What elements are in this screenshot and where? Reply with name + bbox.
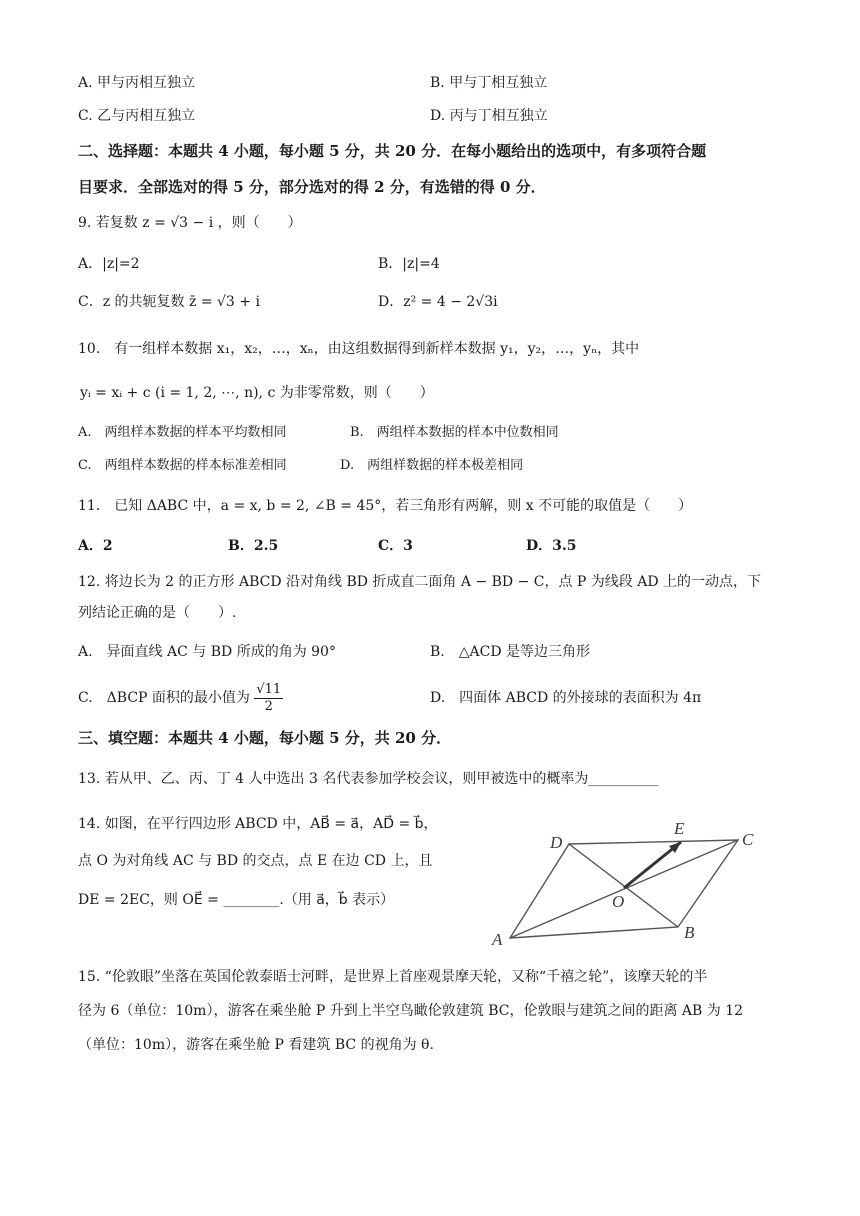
q15-line3: （单位：10m），游客在乘坐舱 P 看建筑 BC 的视角为 θ. bbox=[78, 1037, 434, 1053]
q11-option-c: C．3 bbox=[378, 538, 413, 554]
q10-stem-line2: yᵢ = xᵢ + c (i = 1, 2, ⋯, n), c 为非零常数，则（ ） bbox=[80, 385, 434, 401]
label-b: B bbox=[684, 923, 695, 942]
label-c: C bbox=[742, 830, 754, 849]
q12-option-c-denominator: 2 bbox=[264, 698, 273, 714]
q11-option-b: B．2.5 bbox=[228, 538, 279, 554]
q8-option-a: A. 甲与丙相互独立 bbox=[78, 75, 196, 91]
section3-heading: 三、填空题：本题共 4 小题，每小题 5 分，共 20 分． bbox=[78, 729, 452, 747]
label-a: A bbox=[492, 930, 503, 949]
label-o: O bbox=[612, 892, 625, 911]
q9-stem: 9. 若复数 z = √3 − i ，则（ ） bbox=[78, 215, 302, 231]
q8-option-b: B. 甲与丁相互独立 bbox=[430, 75, 548, 91]
q9-option-b: B．|z|=4 bbox=[378, 256, 440, 272]
q10-stem-line1: 10. 有一组样本数据 x₁，x₂，…，xₙ，由这组数据得到新样本数据 y₁，y₂，…，yₙ，其中 bbox=[78, 341, 640, 357]
q12-stem-line2: 列结论正确的是（ ）. bbox=[78, 605, 237, 621]
q12-option-c-fraction bbox=[254, 682, 283, 715]
q10-option-c: C. 两组样本数据的样本标准差相同 bbox=[78, 458, 287, 473]
q11-option-d: D．3.5 bbox=[526, 538, 577, 554]
q12-option-c bbox=[78, 680, 283, 716]
parallelogram-figure bbox=[480, 810, 780, 950]
q14-line2: 点 O 为对角线 AC 与 BD 的交点，点 E 在边 CD 上，且 bbox=[78, 853, 433, 869]
q10-option-d: D. 两组样数据的样本极差相同 bbox=[340, 458, 524, 473]
q11-option-a: A．2 bbox=[78, 538, 113, 554]
q9-option-a: A．|z|=2 bbox=[78, 256, 140, 272]
q10-option-a: A. 两组样本数据的样本平均数相同 bbox=[78, 425, 287, 440]
q9-option-d: D．z² = 4 − 2√3i bbox=[378, 294, 498, 310]
q14-line3: DE = 2EC，则 OE⃗ = ________.（用 a⃗，b⃗ 表示） bbox=[78, 892, 395, 908]
q11-stem: 11. 已知 ΔABC 中，a = x, b = 2, ∠B = 45°，若三角形有两解，则 x 不可能的取值是（ ） bbox=[78, 498, 693, 514]
q12-stem-line1: 12. 将边长为 2 的正方形 ABCD 沿对角线 BD 折成直二面角 A − BD − C，点 P 为线段 AD 上的一动点，下 bbox=[78, 574, 762, 590]
q9-option-c: C．z 的共轭复数 z̄ = √3 + i bbox=[78, 294, 260, 310]
section2-heading-line1: 二、选择题：本题共 4 小题，每小题 5 分，共 20 分．在每小题给出的选项中，有多项符合题 bbox=[78, 142, 707, 160]
q12-option-c-text: C. ΔBCP 面积的最小值为 bbox=[78, 690, 250, 706]
q8-option-d: D. 丙与丁相互独立 bbox=[430, 108, 548, 124]
q12-option-c-numerator: √11 bbox=[256, 681, 282, 697]
q12-option-a: A. 异面直线 AC 与 BD 所成的角为 90° bbox=[78, 644, 336, 660]
q14-line1: 14. 如图，在平行四边形 ABCD 中，AB⃗ = a⃗，AD⃗ = b⃗， bbox=[78, 816, 438, 832]
label-e: E bbox=[674, 819, 685, 838]
q13-stem: 13. 若从甲、乙、丙、丁 4 人中选出 3 名代表参加学校会议，则甲被选中的概率为__________ bbox=[78, 771, 659, 787]
q15-line1: 15. “伦敦眼”坐落在英国伦敦泰晤士河畔，是世界上首座观景摩天轮，又称“千禧之轮”，该摩天轮的半 bbox=[78, 969, 708, 985]
q12-option-d: D. 四面体 ABCD 的外接球的表面积为 4π bbox=[430, 690, 702, 706]
section2-heading-line2: 目要求．全部选对的得 5 分，部分选对的得 2 分，有选错的得 0 分． bbox=[78, 178, 546, 196]
q15-line2: 径为 6（单位：10m），游客在乘坐舱 P 升到上半空鸟瞰伦敦建筑 BC，伦敦眼与建筑之间的距离 AB 为 12 bbox=[78, 1003, 744, 1019]
q12-option-b: B. △ACD 是等边三角形 bbox=[430, 644, 591, 660]
label-d: D bbox=[550, 833, 563, 852]
q10-option-b: B. 两组样本数据的样本中位数相同 bbox=[350, 425, 559, 440]
q8-option-c: C. 乙与丙相互独立 bbox=[78, 108, 196, 124]
